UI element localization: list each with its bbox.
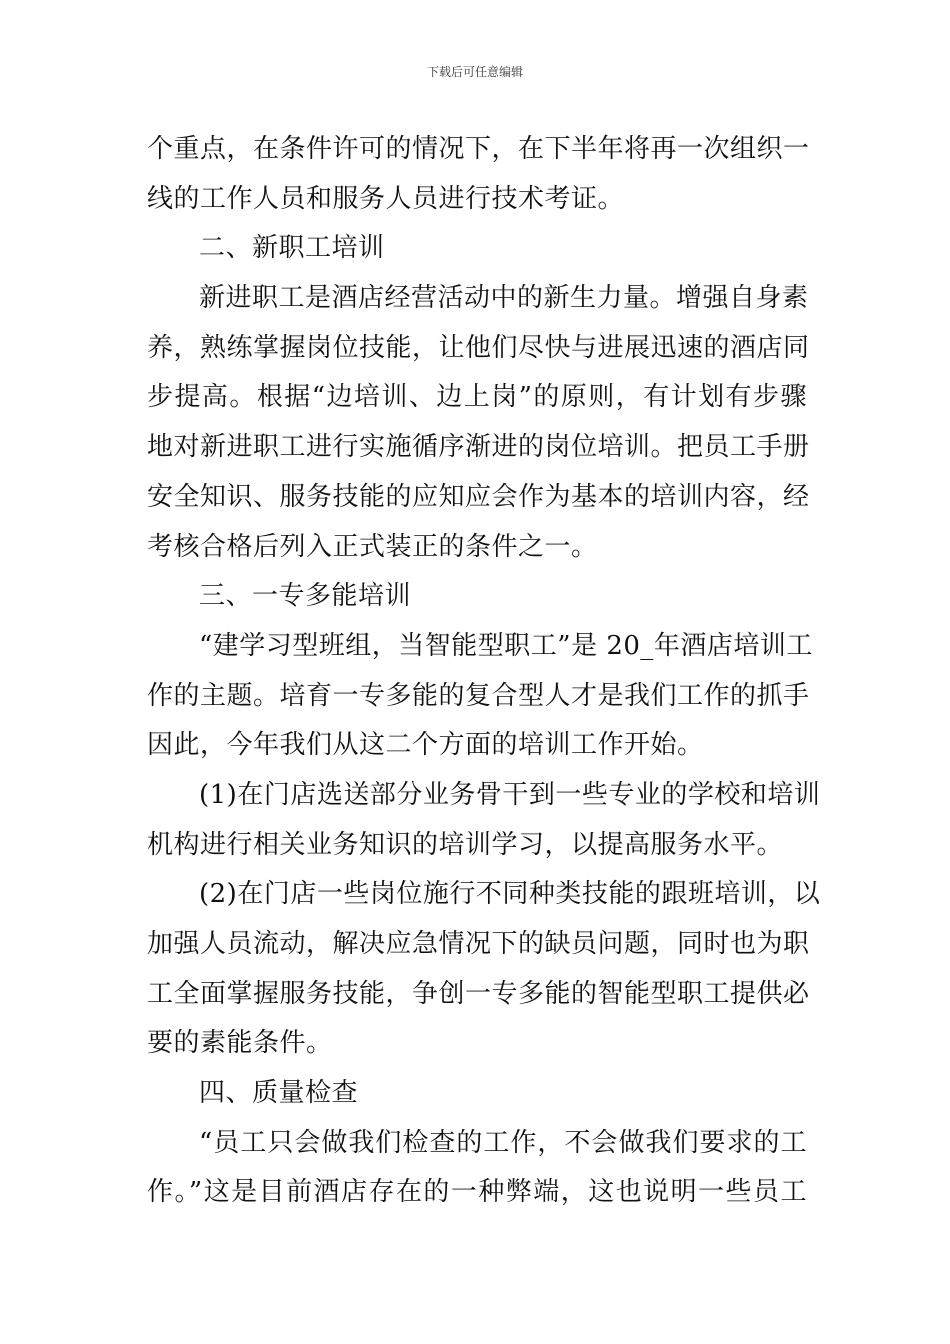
paragraph-line: 步提高。根据“边培训、边上岗”的原则，有计划有步骤 (147, 382, 807, 413)
paragraph-line: 养，熟练掌握岗位技能，让他们尽快与进展迅速的酒店同 (147, 332, 810, 363)
paragraph-line: “建学习型班组，当智能型职工”是 20_年酒店培训工 (199, 630, 813, 661)
section-heading: 三、一专多能培训 (199, 581, 412, 612)
paragraph-line: 新进职工是酒店经营活动中的新生力量。增强自身素 (199, 283, 809, 314)
paragraph-line: 考核合格后列入正式装正的条件之一。 (147, 531, 598, 562)
paragraph-line: (1)在门店选送部分业务骨干到一些专业的学校和培训 (199, 779, 821, 810)
paragraph-line: “员工只会做我们检查的工作，不会做我们要求的工 (199, 1127, 807, 1158)
paragraph-line: 安全知识、服务技能的应知应会作为基本的培训内容，经 (147, 481, 810, 512)
paragraph-line: 个重点，在条件许可的情况下，在下半年将再一次组织一 (147, 134, 810, 164)
paragraph-line: 因此，今年我们从这二个方面的培训工作开始。 (147, 730, 704, 761)
section-heading: 四、质量检查 (199, 1078, 359, 1109)
paragraph-line: 作的主题。培育一专多能的复合型人才是我们工作的抓手 (147, 680, 810, 711)
paragraph-line: 要的素能条件。 (147, 1028, 333, 1059)
paragraph-line: 线的工作人员和服务人员进行技术考证。 (147, 183, 625, 214)
paragraph-line: 工全面掌握服务技能，争创一专多能的智能型职工提供必 (147, 978, 810, 1009)
paragraph-line: 作。”这是目前酒店存在的一种弊端，这也说明一些员工 (147, 1177, 807, 1208)
paragraph-line: 地对新进职工进行实施循序渐进的岗位培训。把员工手册 (147, 432, 810, 463)
paragraph-line: 加强人员流动，解决应急情况下的缺员问题，同时也为职 (147, 929, 810, 959)
page-header: 下载后可任意编辑 (426, 65, 523, 79)
document-body (147, 125, 821, 1218)
section-heading: 二、新职工培训 (199, 233, 385, 264)
paragraph-line: (2)在门店一些岗位施行不同种类技能的跟班培训，以 (199, 879, 821, 910)
paragraph-line: 机构进行相关业务知识的培训学习，以提高服务水平。 (147, 829, 784, 860)
